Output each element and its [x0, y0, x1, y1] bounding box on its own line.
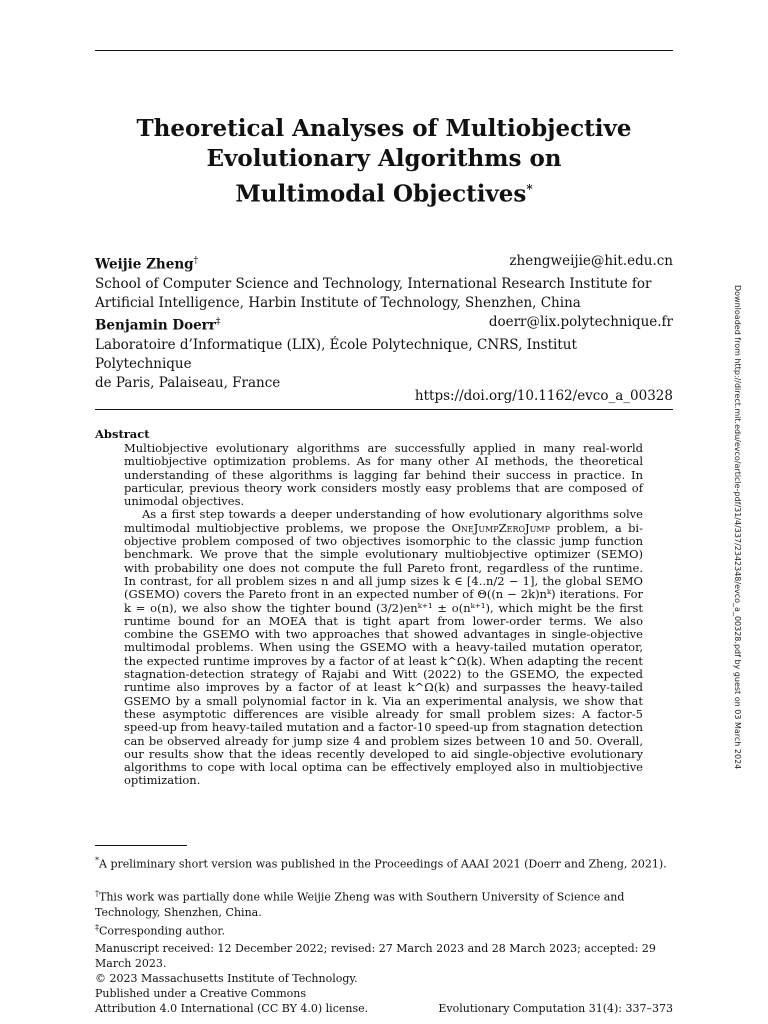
doi-link[interactable]: https://doi.org/10.1162/evco_a_00328	[414, 388, 673, 404]
abstract-heading: Abstract	[95, 427, 150, 441]
author-affiliation-line: Laboratoire d’Informatique (LIX), École Polytechnique, CNRS, Institut Polytechnique	[95, 336, 577, 372]
title-line-2: Evolutionary Algorithms on	[206, 145, 562, 172]
manuscript-dates: Manuscript received: 12 December 2022; revised: 27 March 2023 and 28 March 2023; accepted: 29 March 2023.	[95, 942, 656, 970]
journal-citation: Evolutionary Computation 31(4): 337–373	[438, 1002, 673, 1015]
author-name: Benjamin Doerr‡	[95, 317, 221, 334]
author-footnote-mark: ‡	[215, 317, 221, 327]
footnote-1: *A preliminary short version was published in the Proceedings of AAAI 2021 (Doerr and Zheng, 2021).	[95, 856, 667, 871]
author-block-1	[95, 252, 673, 313]
author-block-2	[95, 313, 673, 393]
footnote-mark: ‡	[95, 923, 99, 932]
author-email: zhengweijie@hit.edu.cn	[509, 253, 673, 269]
publication-info	[95, 941, 673, 1016]
download-stamp-text: Downloaded from http://direct.mit.edu/evco/article-pdf/31/4/337/2342348/evco_a_00328.pdf by guest on 03 March 2024	[733, 285, 742, 770]
paper-title	[95, 114, 673, 210]
author-affiliation-line: School of Computer Science and Technology, International Research Institute for	[95, 275, 652, 292]
footnote-rule	[95, 845, 187, 846]
abstract-paragraph-1: Multiobjective evolutionary algorithms are successfully applied in many real-world multiobjective optimization problems. As for many other AI methods, the theoretical understanding of these algorithms is lagging far behind their success in practice. In particular, previous theory work considers mostly easy problems that are composed of unimodal objectives.	[124, 441, 643, 509]
footnote-3: ‡Corresponding author.	[95, 923, 225, 938]
footnote-mark: *	[95, 856, 99, 865]
copyright: © 2023 Massachusetts Institute of Technology.	[95, 972, 358, 985]
author-affiliation-line: Artificial Intelligence, Harbin Institute of Technology, Shenzhen, China	[95, 294, 581, 311]
footnote-2: †This work was partially done while Weijie Zheng was with Southern University of Science and Technology, Shenzhen, China.	[95, 889, 625, 919]
license-line-2: Attribution 4.0 International (CC BY 4.0) license.	[95, 1002, 369, 1015]
download-stamp	[727, 285, 747, 770]
title-line-3: Multimodal Objectives*	[235, 180, 533, 208]
author-name: Weijie Zheng†	[95, 256, 199, 273]
doi-rule	[95, 409, 673, 410]
author-footnote-mark: †	[193, 256, 199, 266]
author-affiliation-line: de Paris, Palaiseau, France	[95, 374, 281, 391]
problem-name: OneJumpZeroJump	[451, 520, 550, 535]
footnote-mark: †	[95, 889, 99, 898]
abstract-paragraph-2: As a first step towards a deeper understanding of how evolutionary algorithms solve multimodal multiobjective problems, we propose the OneJumpZeroJump problem, a bi-objective problem composed of two objectives isomorphic to the classic jump function benchmark. We prove that the simple evolutionary multiobjective optimizer (SEMO) with probability one does not compute the full Pareto front, regardless of the runtime. In contrast, for all problem sizes n and all jump sizes k ∈ [4..n/2 − 1], the global SEMO (GSEMO) covers the Pareto front in an expected number of Θ((n − 2k)nᵏ) iterations. For k = o(n), we also show the tighter bound (3/2)enᵏ⁺¹ ± o(nᵏ⁺¹), which might be the first runtime bound for an MOEA that is tight apart from lower-order terms. We also combine the GSEMO with two approaches that showed advantages in single-objective multimodal problems. When using the GSEMO with a heavy-tailed mutation operator, the expected runtime improves by a factor of at least k^Ω(k). When adapting the recent stagnation-detection strategy of Rajabi and Witt (2022) to the GSEMO, the expected runtime also improves by a factor of at least k^Ω(k) and surpasses the heavy-tailed GSEMO by a small polynomial factor in k. Via an experimental analysis, we show that these asymptotic differences are visible already for small problem sizes: A factor-5 speed-up from heavy-tailed mutation and a factor-10 speed-up from stagnation detection can be observed already for jump size 4 and problem sizes between 10 and 50. Overall, our results show that the ideas recently developed to aid single-objective evolutionary algorithms to cope with local optima can be effectively employed also in multiobjective optimization.	[124, 507, 643, 788]
author-email: doerr@lix.polytechnique.fr	[488, 314, 673, 330]
license-line-1: Published under a Creative Commons	[95, 987, 307, 1000]
abstract-body	[124, 442, 643, 788]
title-footnote-mark: *	[526, 182, 533, 196]
title-line-1: Theoretical Analyses of Multiobjective	[136, 115, 632, 142]
top-rule	[95, 50, 673, 51]
